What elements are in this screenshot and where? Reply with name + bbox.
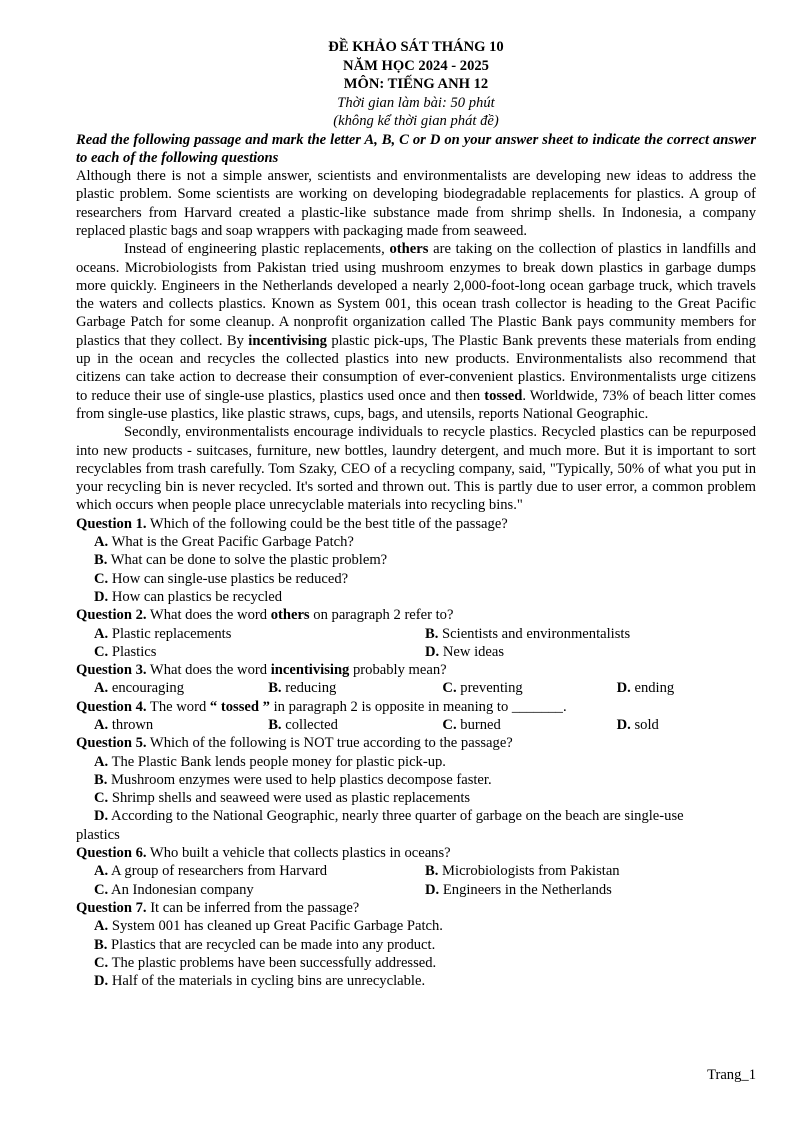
option-3a[interactable]	[94, 679, 268, 697]
instruction: Read the following passage and mark the letter A, B, C or D on your answer sheet to indicate the correct answer to each of the following questions	[76, 131, 756, 166]
option-3d[interactable]	[617, 679, 756, 697]
option-1a[interactable]	[76, 533, 756, 551]
option-text: preventing	[460, 680, 523, 697]
option-text: sold	[634, 717, 659, 733]
option-letter: B.	[94, 771, 108, 788]
option-text: What can be done to solve the plastic problem?	[110, 552, 388, 569]
question-1	[76, 515, 756, 533]
option-6d[interactable]	[425, 881, 756, 899]
option-letter: D.	[616, 680, 631, 697]
option-text: Half of the materials in cycling bins are unrecyclable.	[111, 973, 426, 990]
option-6b[interactable]	[425, 862, 756, 880]
subject: MÔN: TIẾNG ANH 12	[343, 76, 489, 92]
question-3	[76, 661, 756, 679]
options-row	[76, 862, 756, 880]
option-4a[interactable]	[94, 716, 268, 734]
option-letter: C.	[442, 680, 457, 697]
time-limit: Thời gian làm bài: 50 phút	[337, 94, 495, 111]
question-2	[76, 606, 756, 624]
option-5b[interactable]	[76, 771, 756, 789]
question-number: Question 1.	[76, 515, 147, 532]
option-letter: A.	[94, 680, 109, 697]
option-7b[interactable]	[76, 936, 756, 954]
option-letter: C.	[94, 790, 109, 807]
option-letter: C.	[442, 717, 457, 733]
question-4	[76, 698, 756, 716]
option-letter: B.	[94, 552, 108, 569]
option-letter: A.	[94, 863, 109, 880]
option-text: A group of researchers from Harvard	[111, 863, 328, 880]
option-text: The plastic problems have been successfully addressed.	[111, 954, 437, 971]
option-text: Scientists and environmentalists	[442, 625, 631, 642]
option-5a[interactable]	[76, 753, 756, 771]
option-2b[interactable]	[425, 625, 756, 643]
option-text: Mushroom enzymes were used to help plastics decompose faster.	[111, 771, 492, 788]
option-letter: A.	[94, 625, 109, 642]
question-5	[76, 734, 756, 752]
question-text: It can be inferred from the passage?	[146, 899, 360, 916]
question-number: Question 5.	[76, 735, 147, 752]
option-text: An Indonesian company	[111, 881, 254, 898]
question-number: Question 7.	[76, 899, 147, 916]
option-7d[interactable]	[76, 972, 756, 990]
options-row	[76, 643, 756, 661]
option-1b[interactable]	[76, 551, 756, 569]
option-3c[interactable]	[442, 679, 616, 697]
word-others: others	[389, 241, 429, 258]
option-5d-continuation: plastics	[76, 826, 120, 843]
option-text: Engineers in the Netherlands	[442, 881, 612, 898]
option-7a[interactable]	[76, 917, 756, 935]
option-text: Shrimp shells and seaweed were used as plastic replacements	[111, 790, 471, 807]
option-2d[interactable]	[425, 643, 756, 661]
passage-paragraph-3: Secondly, environmentalists encourage individuals to recycle plastics. Recycled plastics can be repurposed into new products - suitcases, furniture, new bottles, laundry detergent, and much more. But it is important to sort recyclables from trash carefully. Tom Szaky, CEO of a recycling company, said, "Typically, 50% of what you put in your recycling bin is never recycled. It's sorted and thrown out. This is partly due to user error, a common problem which occurs when people place unrecyclable materials into recycling bins."	[76, 424, 756, 514]
question-keyword: others	[270, 607, 310, 624]
option-letter: B.	[268, 680, 282, 697]
option-letter: D.	[425, 881, 440, 898]
question-text: Which of the following could be the best title of the passage?	[146, 515, 508, 532]
option-letter: D.	[425, 643, 440, 660]
option-6a[interactable]	[94, 862, 425, 880]
question-keyword: incentivising	[270, 662, 350, 679]
question-number: Question 3.	[76, 662, 147, 679]
word-incentivising: incentivising	[248, 332, 327, 349]
option-text: Plastic replacements	[111, 625, 232, 642]
option-5d[interactable]	[76, 807, 756, 825]
option-1d[interactable]	[76, 588, 756, 606]
option-text: reducing	[285, 680, 337, 697]
question-text: in paragraph 2 is opposite in meaning to _______.	[269, 698, 567, 715]
option-letter: D.	[94, 808, 109, 825]
p2-text-a: Instead of engineering plastic replacements,	[124, 241, 390, 258]
option-letter: D.	[94, 588, 109, 605]
time-note: (không kể thời gian phát đề)	[333, 113, 499, 129]
question-keyword: “ tossed ”	[209, 698, 270, 715]
question-number: Question 4.	[76, 698, 147, 715]
option-7c[interactable]	[76, 954, 756, 972]
option-4c[interactable]	[442, 716, 616, 734]
option-letter: A.	[94, 534, 109, 551]
option-text: How can plastics be recycled	[111, 588, 283, 605]
option-letter: B.	[268, 717, 282, 733]
exam-page	[76, 38, 756, 990]
options-row	[76, 716, 756, 734]
option-text: New ideas	[442, 643, 505, 660]
option-text: encouraging	[111, 680, 184, 697]
option-text: ending	[634, 680, 675, 697]
question-text: What does the word	[146, 662, 271, 679]
option-text: Microbiologists from Pakistan	[442, 863, 620, 880]
passage-paragraph-2	[76, 240, 756, 423]
option-text: How can single-use plastics be reduced?	[111, 570, 349, 587]
option-3b[interactable]	[268, 679, 442, 697]
question-text: The word	[146, 698, 210, 715]
option-text: thrown	[111, 717, 154, 733]
question-text: Which of the following is NOT true according to the passage?	[146, 735, 513, 752]
option-text: collected	[285, 717, 338, 733]
option-text: What is the Great Pacific Garbage Patch?	[111, 534, 354, 551]
question-text: probably mean?	[349, 662, 447, 679]
question-text: Who built a vehicle that collects plastics in oceans?	[146, 845, 451, 862]
option-text: The Plastic Bank lends people money for plastic pick-up.	[111, 753, 446, 770]
option-letter: C.	[94, 954, 109, 971]
option-letter: B.	[94, 936, 108, 953]
option-text: System 001 has cleaned up Great Pacific Garbage Patch.	[111, 918, 443, 935]
p2-text-c: plastic pick-ups, The Plastic Bank prevents these materials from ending up in the ocean and recycles the collected plastics into new products. Environmentalists also recommend that citizens can take action to decrease their consumption of ever-convenient plastics. Environmentalists urge citizens to reduce their use of single-use plastics, plastics used once and then	[76, 332, 756, 404]
question-number: Question 6.	[76, 845, 147, 862]
option-letter: C.	[94, 570, 109, 587]
option-letter: C.	[94, 881, 109, 898]
question-6	[76, 844, 756, 862]
option-letter: C.	[94, 643, 109, 660]
p2-text-b: are taking on the collection of plastics in landfills and oceans. Microbiologists from Pakistan tried using mushroom enzymes to break down plastics in garbage dumps more quickly. Engineers in the Netherlands developed a nearly 2,000-foot-long ocean garbage truck, which travels the waters and collects plastics. Known as System 001, this ocean trash collector is heading to the Great Pacific Garbage Patch for some cleanup. A nonprofit organization called The Plastic Bank pays community members for plastics that they collect. By	[76, 241, 756, 349]
option-letter: D.	[616, 717, 631, 733]
option-letter: A.	[94, 918, 109, 935]
option-text: burned	[460, 717, 501, 733]
page-number: Trang_1	[707, 1067, 756, 1083]
option-1c[interactable]	[76, 570, 756, 588]
option-text: Plastics	[111, 643, 157, 660]
options-row	[76, 679, 756, 697]
option-letter: D.	[94, 973, 109, 990]
question-7	[76, 899, 756, 917]
option-4d[interactable]	[617, 716, 756, 734]
school-year: NĂM HỌC 2024 - 2025	[343, 57, 489, 74]
option-4b[interactable]	[268, 716, 442, 734]
option-text: Plastics that are recycled can be made into any product.	[111, 936, 436, 953]
option-letter: A.	[94, 717, 109, 733]
passage-paragraph-1: Although there is not a simple answer, scientists and environmentalists are developing new ideas to address the plastic problem. Some scientists are working on developing biodegradable replacements for plastics. A group of researchers from Harvard created a plastic-like substance made from shrimp shells. In Indonesia, a company replaced plastic bags and soap wrappers with packaging made from seaweed.	[76, 168, 756, 239]
word-tossed: tossed	[484, 387, 523, 404]
question-number: Question 2.	[76, 607, 147, 624]
option-letter: A.	[94, 753, 109, 770]
option-text: According to the National Geographic, nearly three quarter of garbage on the beach are single-use	[111, 808, 684, 825]
options-row	[76, 625, 756, 643]
exam-title: ĐỀ KHẢO SÁT THÁNG 10	[328, 39, 504, 55]
p2-text-d: . Worldwide, 73% of beach litter comes from single-use plastics, like plastic straws, cups, bags, and utensils, reports National Geographic.	[76, 387, 756, 422]
question-text: What does the word	[146, 607, 271, 624]
options-row	[76, 881, 756, 899]
option-letter: B.	[425, 625, 439, 642]
option-6c[interactable]	[94, 881, 425, 899]
question-text: on paragraph 2 refer to?	[309, 607, 454, 624]
option-letter: B.	[425, 863, 439, 880]
option-2c[interactable]	[94, 643, 425, 661]
option-2a[interactable]	[94, 625, 425, 643]
option-5c[interactable]	[76, 789, 756, 807]
